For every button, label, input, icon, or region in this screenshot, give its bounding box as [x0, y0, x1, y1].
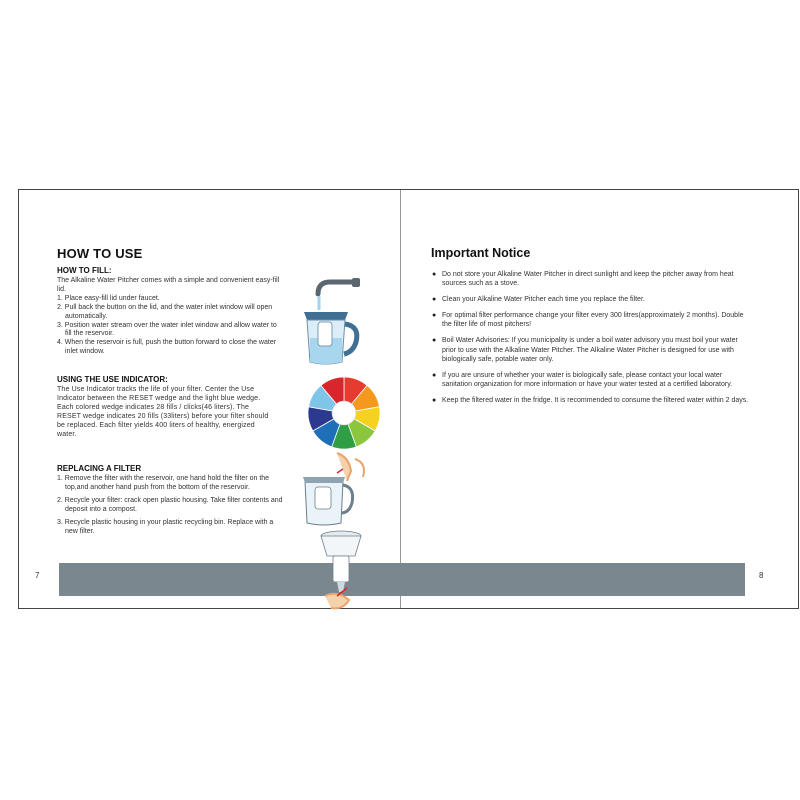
replace-step: 1. Remove the filter with the reservoir, one hand hold the filter on the top,and another hand push from the bottom of the reservoir. — [57, 475, 270, 491]
fill-step: 3. Position water stream over the water inlet window and allow water to fill the reservoir. — [57, 321, 277, 338]
how-to-fill-intro: The Alkaline Water Pitcher comes with a simple and convenient easy-fill lid. — [57, 277, 280, 293]
notice-item: ● Do not store your Alkaline Water Pitcher in direct sunlight and keep the pitcher away from heat sources such as a stove. — [432, 271, 734, 288]
use-indicator-wheel — [307, 376, 381, 450]
notice-item: ● For optimal filter performance change your filter every 300 litres(approximately 2 months). Double the filter life of most pitchers! — [432, 312, 744, 329]
notice-item: ● Clean your Alkaline Water Pitcher each time you replace the filter. — [432, 296, 645, 304]
page-title: HOW TO USE — [57, 246, 143, 261]
fill-step: 1. Place easy-fill lid under faucet. — [57, 294, 160, 302]
notice-item: ● If you are unsure of whether your water is biologically safe, please contact your local water sanitation organization for more information or have your water tested at a certified laboratory. — [432, 371, 733, 388]
bullet-icon: ● — [432, 337, 437, 345]
use-indicator-text: The Use Indicator tracks the life of your filter. Center the Use Indicator between the RESET wedge and the light blue wedge. Each colored wedge indicates 28 fills / clicks(46 liters). The RESET wedge indicates 20 fills (33liters) before your filter should be replaced. Each filter yields 400 liters of healthy, energized water. — [57, 386, 269, 438]
right-page — [431, 246, 751, 412]
how-to-fill-heading: HOW TO FILL: — [57, 266, 112, 275]
use-indicator-heading: USING THE USE INDICATOR: — [57, 375, 168, 384]
fill-step: 2. Pull back the button on the lid, and the water inlet window will open automatically. — [57, 303, 273, 320]
left-page — [57, 246, 387, 535]
fill-step: 4. When the reservoir is full, push the button forward to close the water inlet window. — [57, 339, 277, 356]
filter-cartridge-illustration — [307, 526, 377, 616]
replace-step: 3. Recycle plastic housing in your plastic recycling bin. Replace with a new filter. — [57, 518, 274, 535]
replacing-filter-heading: REPLACING A FILTER — [57, 464, 142, 473]
footer-band — [59, 563, 745, 596]
notice-title: Important Notice — [431, 246, 531, 260]
bullet-icon: ● — [432, 296, 437, 304]
booklet-spread — [18, 189, 799, 609]
notice-list — [431, 270, 751, 405]
page-divider — [400, 190, 401, 608]
bullet-icon: ● — [432, 396, 437, 404]
replacing-filter-section — [57, 464, 287, 540]
pitcher-faucet-illustration — [298, 276, 383, 368]
notice-item: ● Keep the filtered water in the fridge. It is recommended to consume the filtered water within 2 days. — [432, 396, 749, 404]
use-indicator-section — [57, 375, 272, 439]
page-number-right: 8 — [759, 571, 764, 580]
bullet-icon: ● — [432, 371, 437, 379]
notice-item: ● Boil Water Advisories: If you municipality is under a boil water advisory you must boil your water prior to use with the Alkaline Water Pitcher. The Alkaline Water Pitcher is designed for use with biologically safe, potable water only. — [432, 337, 738, 363]
page-number-left: 7 — [35, 571, 40, 580]
replace-step: 2. Recycle your filter: crack open plastic housing. Take filter contents and deposit into a compost. — [57, 496, 283, 513]
how-to-fill-section — [57, 266, 282, 357]
bullet-icon: ● — [432, 271, 437, 278]
bullet-icon: ● — [432, 312, 437, 320]
replace-filter-illustration — [297, 451, 387, 526]
